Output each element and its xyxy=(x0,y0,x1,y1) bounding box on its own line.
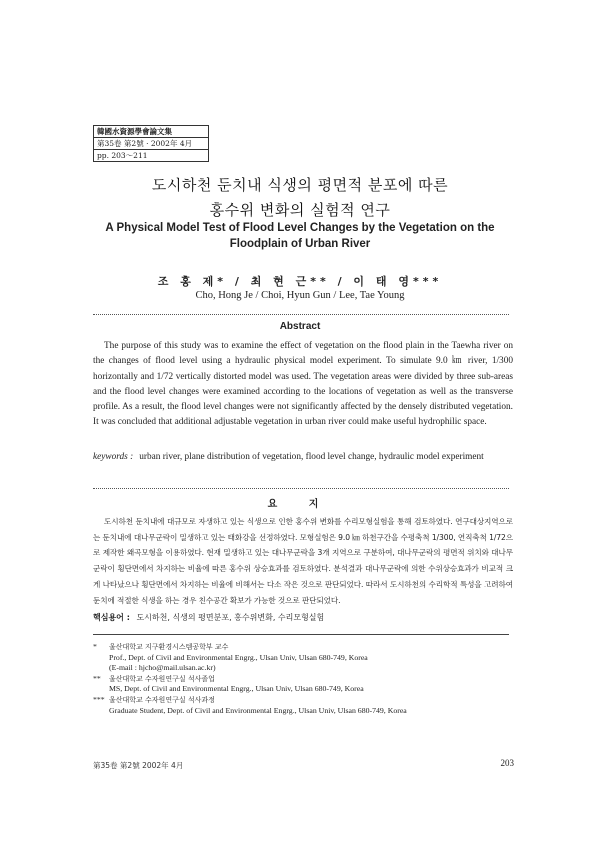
keywords-korean-text: 도시하천, 식생의 평면분포, 홍수위변화, 수리모형실험 xyxy=(136,613,325,622)
footer-journal-issue: 第35卷 第2號 2002年 4月 xyxy=(93,761,184,770)
footnote xyxy=(93,695,513,716)
abstract-heading: Abstract xyxy=(279,321,321,332)
author-footnotes xyxy=(93,642,513,716)
journal-name: 韓國水資源學會論文集 xyxy=(97,127,172,136)
title-english-line-1: A Physical Model Test of Flood Level Changes by the Vegetation on the xyxy=(105,222,495,234)
journal-pages: pp. 203～211 xyxy=(94,149,208,161)
page-number: 203 xyxy=(500,758,514,768)
footnote-mark: *** xyxy=(93,694,105,704)
keywords-label: keywords : xyxy=(93,452,134,462)
yoji-heading: 요 지 xyxy=(267,499,333,510)
footnote-line: 울산대학교 지구환경시스템공학부 교수 xyxy=(109,643,229,651)
title-english-line-2: Floodplain of Urban River xyxy=(229,238,371,250)
footnote-line: Graduate Student, Dept. of Civil and Environmental Engrg., Ulsan Univ, Ulsan 680-749, Korea xyxy=(109,705,407,715)
footnote-line: 울산대학교 수자원연구실 석사졸업 xyxy=(109,674,215,683)
footnote-mark: ** xyxy=(93,673,101,683)
divider-footnotes xyxy=(93,634,509,635)
authors-korean: 조 홍 제* / 최 현 근** / 이 태 영*** xyxy=(157,275,443,288)
keywords-text: urban river, plane distribution of vegetation, flood level change, hydraulic model experiment xyxy=(139,452,484,462)
footnote-mark: * xyxy=(93,642,97,651)
divider-top xyxy=(93,314,509,315)
footnote xyxy=(93,674,513,695)
keywords-korean xyxy=(93,612,513,623)
keywords-english xyxy=(93,450,513,464)
keywords-korean-label: 핵심용어 : xyxy=(93,613,130,622)
footnote-line: MS, Dept. of Civil and Environmental Engrg., Ulsan Univ, Ulsan 680-749, Korea xyxy=(109,684,364,694)
footnote-line: 울산대학교 수자원연구실 석사과정 xyxy=(109,695,215,704)
journal-volume: 第35卷 第2號 · 2002年 4月 xyxy=(94,137,208,149)
title-korean-line-1: 도시하천 둔치내 식생의 평면적 분포에 따른 xyxy=(151,176,449,194)
abstract-body: The purpose of this study was to examine the effect of vegetation on the flood plain in the Taewha river on the changes of flood level using a hydraulic physical model experiment. To simulate 9.0 ㎞ river, 1/300 horizontally and 1/72 vertically distorted model was used. The vegetation areas were divided by three sub-areas and the flood level changes were examined according to the locations of vegetation as well as the transverse profile. As a result, the flood level changes were not significantly affected by the densely distributed vegetation. It was concluded that additional adjustable vegetation in urban river could make useful hydrophilic space. xyxy=(93,341,513,428)
footnote-line: Prof., Dept. of Civil and Environmental Engrg., Ulsan Univ, Ulsan 680-749, Korea xyxy=(109,652,368,662)
authors-english: Cho, Hong Je / Choi, Hyun Gun / Lee, Tae Young xyxy=(195,290,405,301)
footnote-line: (E-mail : hjcho@mail.ulsan.ac.kr) xyxy=(109,663,216,673)
title-korean-line-2: 홍수위 변화의 실험적 연구 xyxy=(209,201,391,219)
yoji-body: 도시하천 둔치내에 대규모로 자생하고 있는 식생으로 인한 홍수위 변화를 수리모형실험을 통해 검토하였다. 연구대상지역으로는 둔치내에 대나무군락이 밀생하고 있는 태화강을 선정하였다. 모형실험은 9.0 ㎞ 하천구간을 수평축척 1/300, 연직축척 1/72으로 제작한 왜곡모형을 이용하였다. 현재 밀생하고 있는 대나무군락을 3개 지역으로 구분하여, 대나무군락의 평면적 위치와 대나무군락이 횡단면에서 차지하는 비율에 따른 홍수위 상승효과를 검토하였다. 분석결과 대나무군락에 의한 수위상승효과가 비교적 크게 나타났으나 횡단면에서 차지하는 비율에 비해서는 다소 작은 것으로 판단되었다. 따라서 도시하천의 수리학적 특성을 고려하여 둔치에 적절한 식생을 하는 경우 친수공간 확보가 가능한 것으로 판단되었다. xyxy=(93,517,513,605)
divider-middle xyxy=(93,488,509,489)
footnote xyxy=(93,642,513,674)
journal-info-box xyxy=(93,125,209,162)
